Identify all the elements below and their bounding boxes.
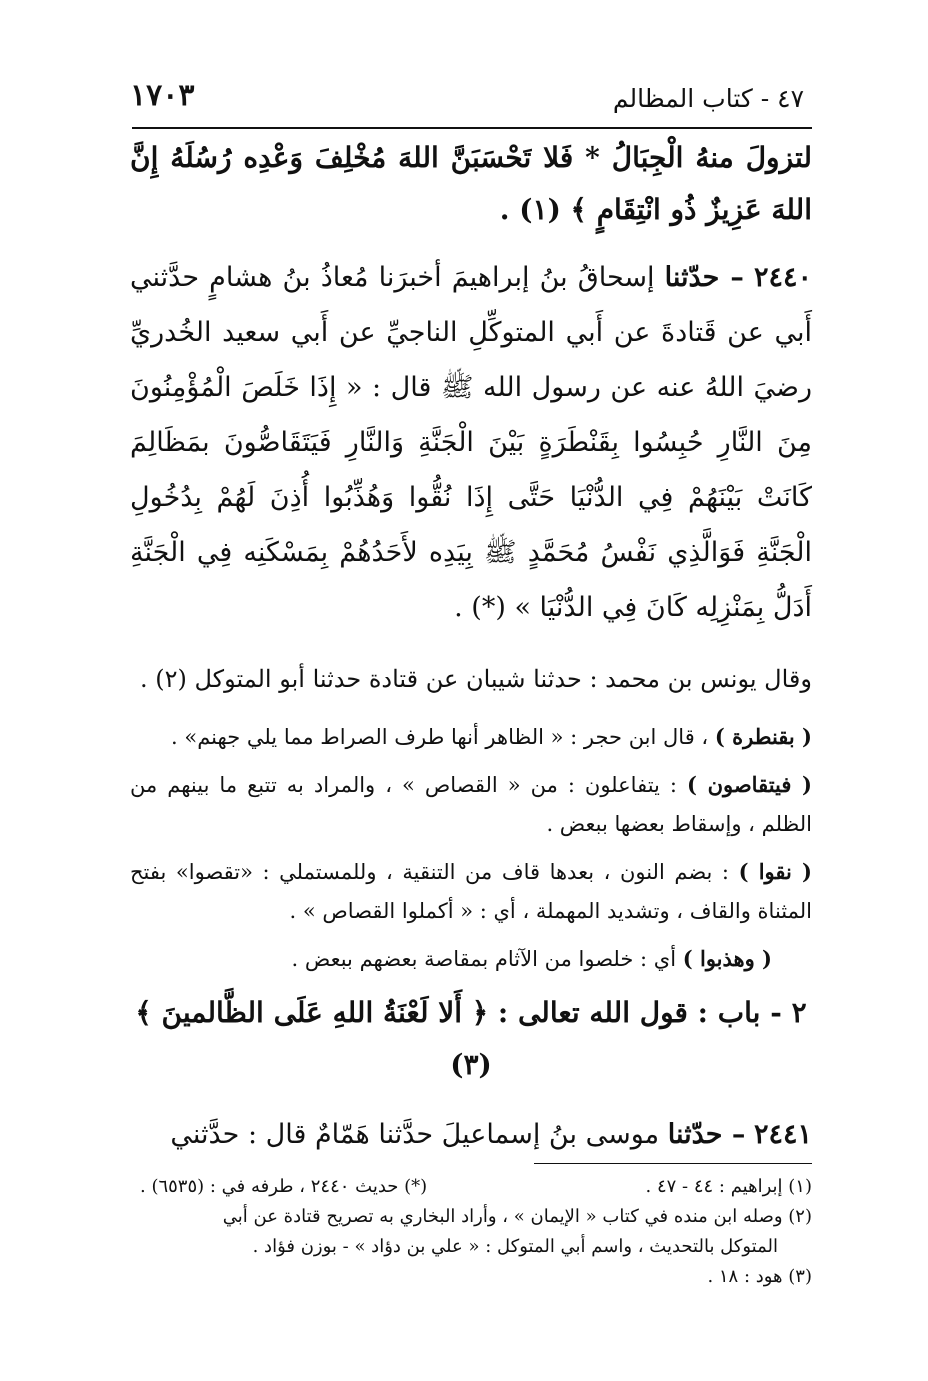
gloss-text: : يتفاعلون : من « القصاص » ، والمراد به تتبع ما بينهم من الظلم ، وإسقاط بعضها ببعض . [130,773,812,836]
hadith-2440 [130,250,812,635]
footnotes [130,1172,812,1292]
running-header [128,78,804,124]
hadith-number: ٢٤٤١ [753,1119,812,1150]
footnote-1: (١) إبراهيم : ٤٤ - ٤٧ . [645,1176,812,1197]
gloss-term: ( وهذبوا ) [682,946,772,971]
footnote-star: (*) حديث ٢٤٤٠ ، طرفه في : (٦٥٣٥) . [140,1176,428,1197]
main-text [130,132,812,1161]
footnote-rule [534,1163,812,1164]
hadith-text: موسى بنُ إسماعيلَ حدَّثنا هَمّامٌ قال : حدَّثني [170,1119,660,1150]
header-rule [132,127,812,129]
chapter-heading: ٢ - باب : قول الله تعالى : ﴿ أَلا لَعْنَةُ اللهِ عَلَى الظَّالمينَ ﴾ (٣) [135,996,807,1081]
gloss-term: ( نقوا ) [738,859,812,884]
gloss-text: : بضم النون ، بعدها قاف من التنقية ، وللمستملي : «تقصوا» بفتح المثناة والقاف ، وتشديد المهملة ، أي : « أكملوا القصاص » . [130,860,812,923]
gloss-term: ( بقنطرة ) [714,724,812,749]
gloss-text: ، قال ابن حجر : « الظاهر أنها طرف الصراط مما يلي جهنم» . [171,725,709,749]
hadith-lead: – حدّثنا [667,1119,746,1150]
gloss-text: أي : خلصوا من الآثام بمقاصة بعضهم ببعض . [291,947,677,971]
gloss-term: ( فيتقاصون ) [686,772,812,797]
hadith-text: إسحاقُ بنُ إبراهيمَ أخبرَنا مُعاذُ بنُ هشامٍ حدَّثني أَبي عن قَتادةَ عن أَبي المتوكِّلِ الناجيِّ عن أَبي سعيد الخُدريِّ رضيَ اللهُ عنه عن رسول الله ﷺ قال : « إِذَا خَلَصَ الْمُؤْمِنُونَ مِنَ النَّارِ حُبِسُوا بِقَنْطَرَةٍ بَيْنَ الْجَنَّةِ وَالنَّارِ فَيَتَقَاصُّونَ بمَظَالِمَ كَانَتْ بَيْنَهُمْ فِي الدُّنْيَا حَتَّى إِذَا نُقُّوا وَهُذِّبُوا أُذِنَ لَهُمْ بِدُخُولِ الْجَنَّةِ فَوَالَّذِي نَفْسُ مُحَمَّدٍ ﷺ بِيَدِه لأَحَدُهُمْ بِمَسْكَنِه فِي الْجَنَّةِ أَدَلُّ بِمَنْزِلِه كَانَ فِي الدُّنْيَا » (*) . [130,262,812,623]
footnote-2: (٢) وصله ابن منده في كتاب « الإيمان » ، وأراد البخاري به تصريح قتادة عن أبي [222,1206,812,1227]
hadith-number: ٢٤٤٠ [753,262,812,293]
chapter-title: ٤٧ - كتاب المظالم [612,84,804,113]
hadith-lead: – حدّثنا [664,262,744,293]
gloss-item [130,717,812,757]
footnote-3: (٣) هود : ١٨ . [707,1266,812,1287]
gloss-item [130,765,812,844]
footnote-2-continued: المتوكل بالتحديث ، واسم أبي المتوكل : « علي بن دؤاد » - بوزن فؤاد . [252,1236,778,1257]
page-number: ١٧٠٣ [130,78,195,113]
quran-verse-continuation: لتزولَ منهُ الْجِبَالُ * فَلا تَحْسَبَنَّ اللهَ مُخْلِفَ وَعْدِه رُسُلَهُ إِنَّ اللهَ عَزِيزٌ ذُو انْتِقَامٍ ﴾ (١) . [130,141,812,226]
gloss-item [130,852,812,931]
narration-note: وقال يونس بن محمد : حدثنا شيبان عن قتادة حدثنا أبو المتوكل (٢) . [139,665,812,693]
gloss-item [130,939,812,979]
hadith-2441 [130,1109,812,1161]
footnote-row [130,1172,812,1202]
